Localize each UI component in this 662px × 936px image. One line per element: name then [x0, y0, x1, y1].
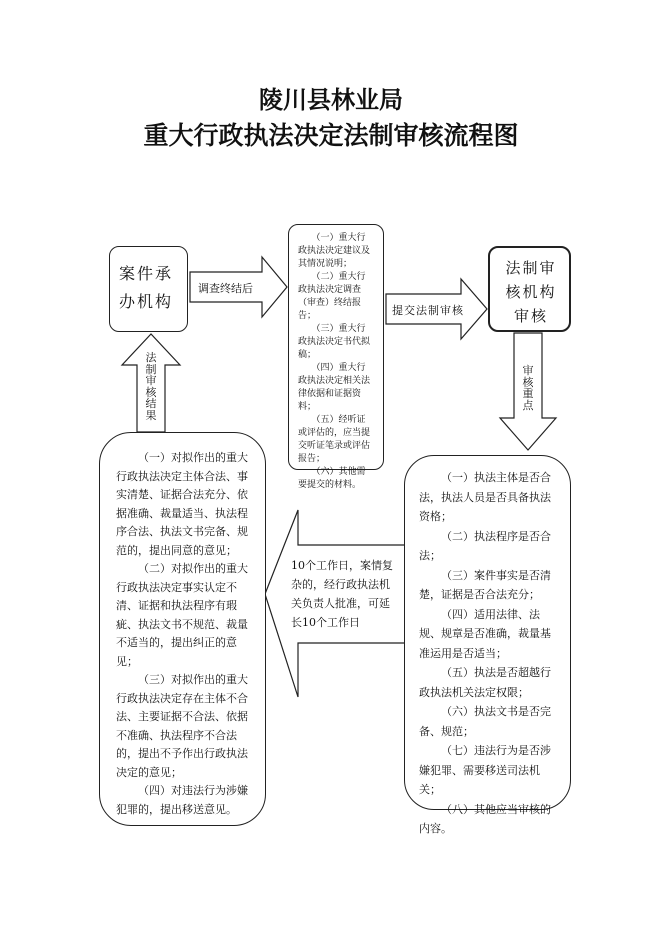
label-review-result: 法制审核结果	[145, 351, 157, 422]
review-point: （八）其他应当审核的内容。	[419, 802, 551, 835]
review-org-label: 法制审核机构审核	[505, 259, 557, 325]
case-unit-box	[109, 246, 188, 332]
opinion-item: （三）对拟作出的重大行政执法决定存在主体不合法、主要证据不合法、依据不准确、执法程序不合法的，提出不予作出行政执法决定的意见；	[116, 673, 248, 779]
materials-list	[298, 232, 374, 492]
review-points-list	[419, 468, 558, 839]
review-org-box	[488, 246, 571, 332]
material-item: （一）重大行政执法决定建议及其情况说明；	[298, 233, 371, 269]
review-point: （三）案件事实是否清楚，证据是否合法充分；	[419, 568, 551, 601]
review-opinions-box	[99, 432, 266, 826]
material-item: （五）经听证或评估的，应当提交听证笔录或评估报告；	[298, 415, 371, 464]
label-review-focus: 审核重点	[522, 364, 534, 412]
opinion-item: （一）对拟作出的重大行政执法决定主体合法、事实清楚、证据合法充分、依据准确、裁量适当、执法程序合法、执法文书完备、规范的，提出同意的意见；	[116, 451, 248, 557]
review-point: （七）违法行为是否涉嫌犯罪、需要移送司法机关；	[419, 744, 551, 796]
material-item: （三）重大行政执法决定书代拟稿；	[298, 324, 371, 360]
time-limit-text: 10个工作日，案情复杂的，经行政执法机关负责人批准，可延长10个工作日	[291, 559, 393, 629]
review-point: （六）执法文书是否完备、规范；	[419, 705, 551, 738]
material-item: （六）其他需要提交的材料。	[298, 467, 366, 490]
review-point: （五）执法是否超越行政执法机关法定权限；	[419, 666, 551, 699]
material-item: （四）重大行政执法决定相关法律依据和证据资料；	[298, 363, 371, 412]
opinion-item: （二）对拟作出的重大行政执法决定事实认定不清、证据和执法程序有瑕疵、执法文书不规范、裁量不适当的，提出纠正的意见；	[116, 562, 248, 668]
page-subtitle: 重大行政执法决定法制审核流程图	[143, 121, 519, 150]
case-unit-label: 案件承办机构	[119, 264, 174, 311]
label-investigation-end: 调查终结后	[198, 282, 253, 295]
review-points-box	[404, 455, 571, 835]
page-title: 陵川县林业局	[259, 85, 403, 114]
materials-box	[288, 224, 384, 490]
opinion-item: （四）对违法行为涉嫌犯罪的，提出移送意见。	[116, 784, 248, 816]
material-item: （二）重大行政执法决定调查（审查）终结报告；	[298, 272, 366, 321]
review-point: （一）执法主体是否合法，执法人员是否具备执法资格；	[419, 471, 551, 523]
review-point: （二）执法程序是否合法；	[419, 529, 551, 562]
review-point: （四）适用法律、法规、规章是否准确，裁量基准运用是否适当；	[419, 607, 551, 660]
review-opinions-list	[116, 449, 253, 819]
label-submit-review: 提交法制审核	[392, 304, 464, 317]
